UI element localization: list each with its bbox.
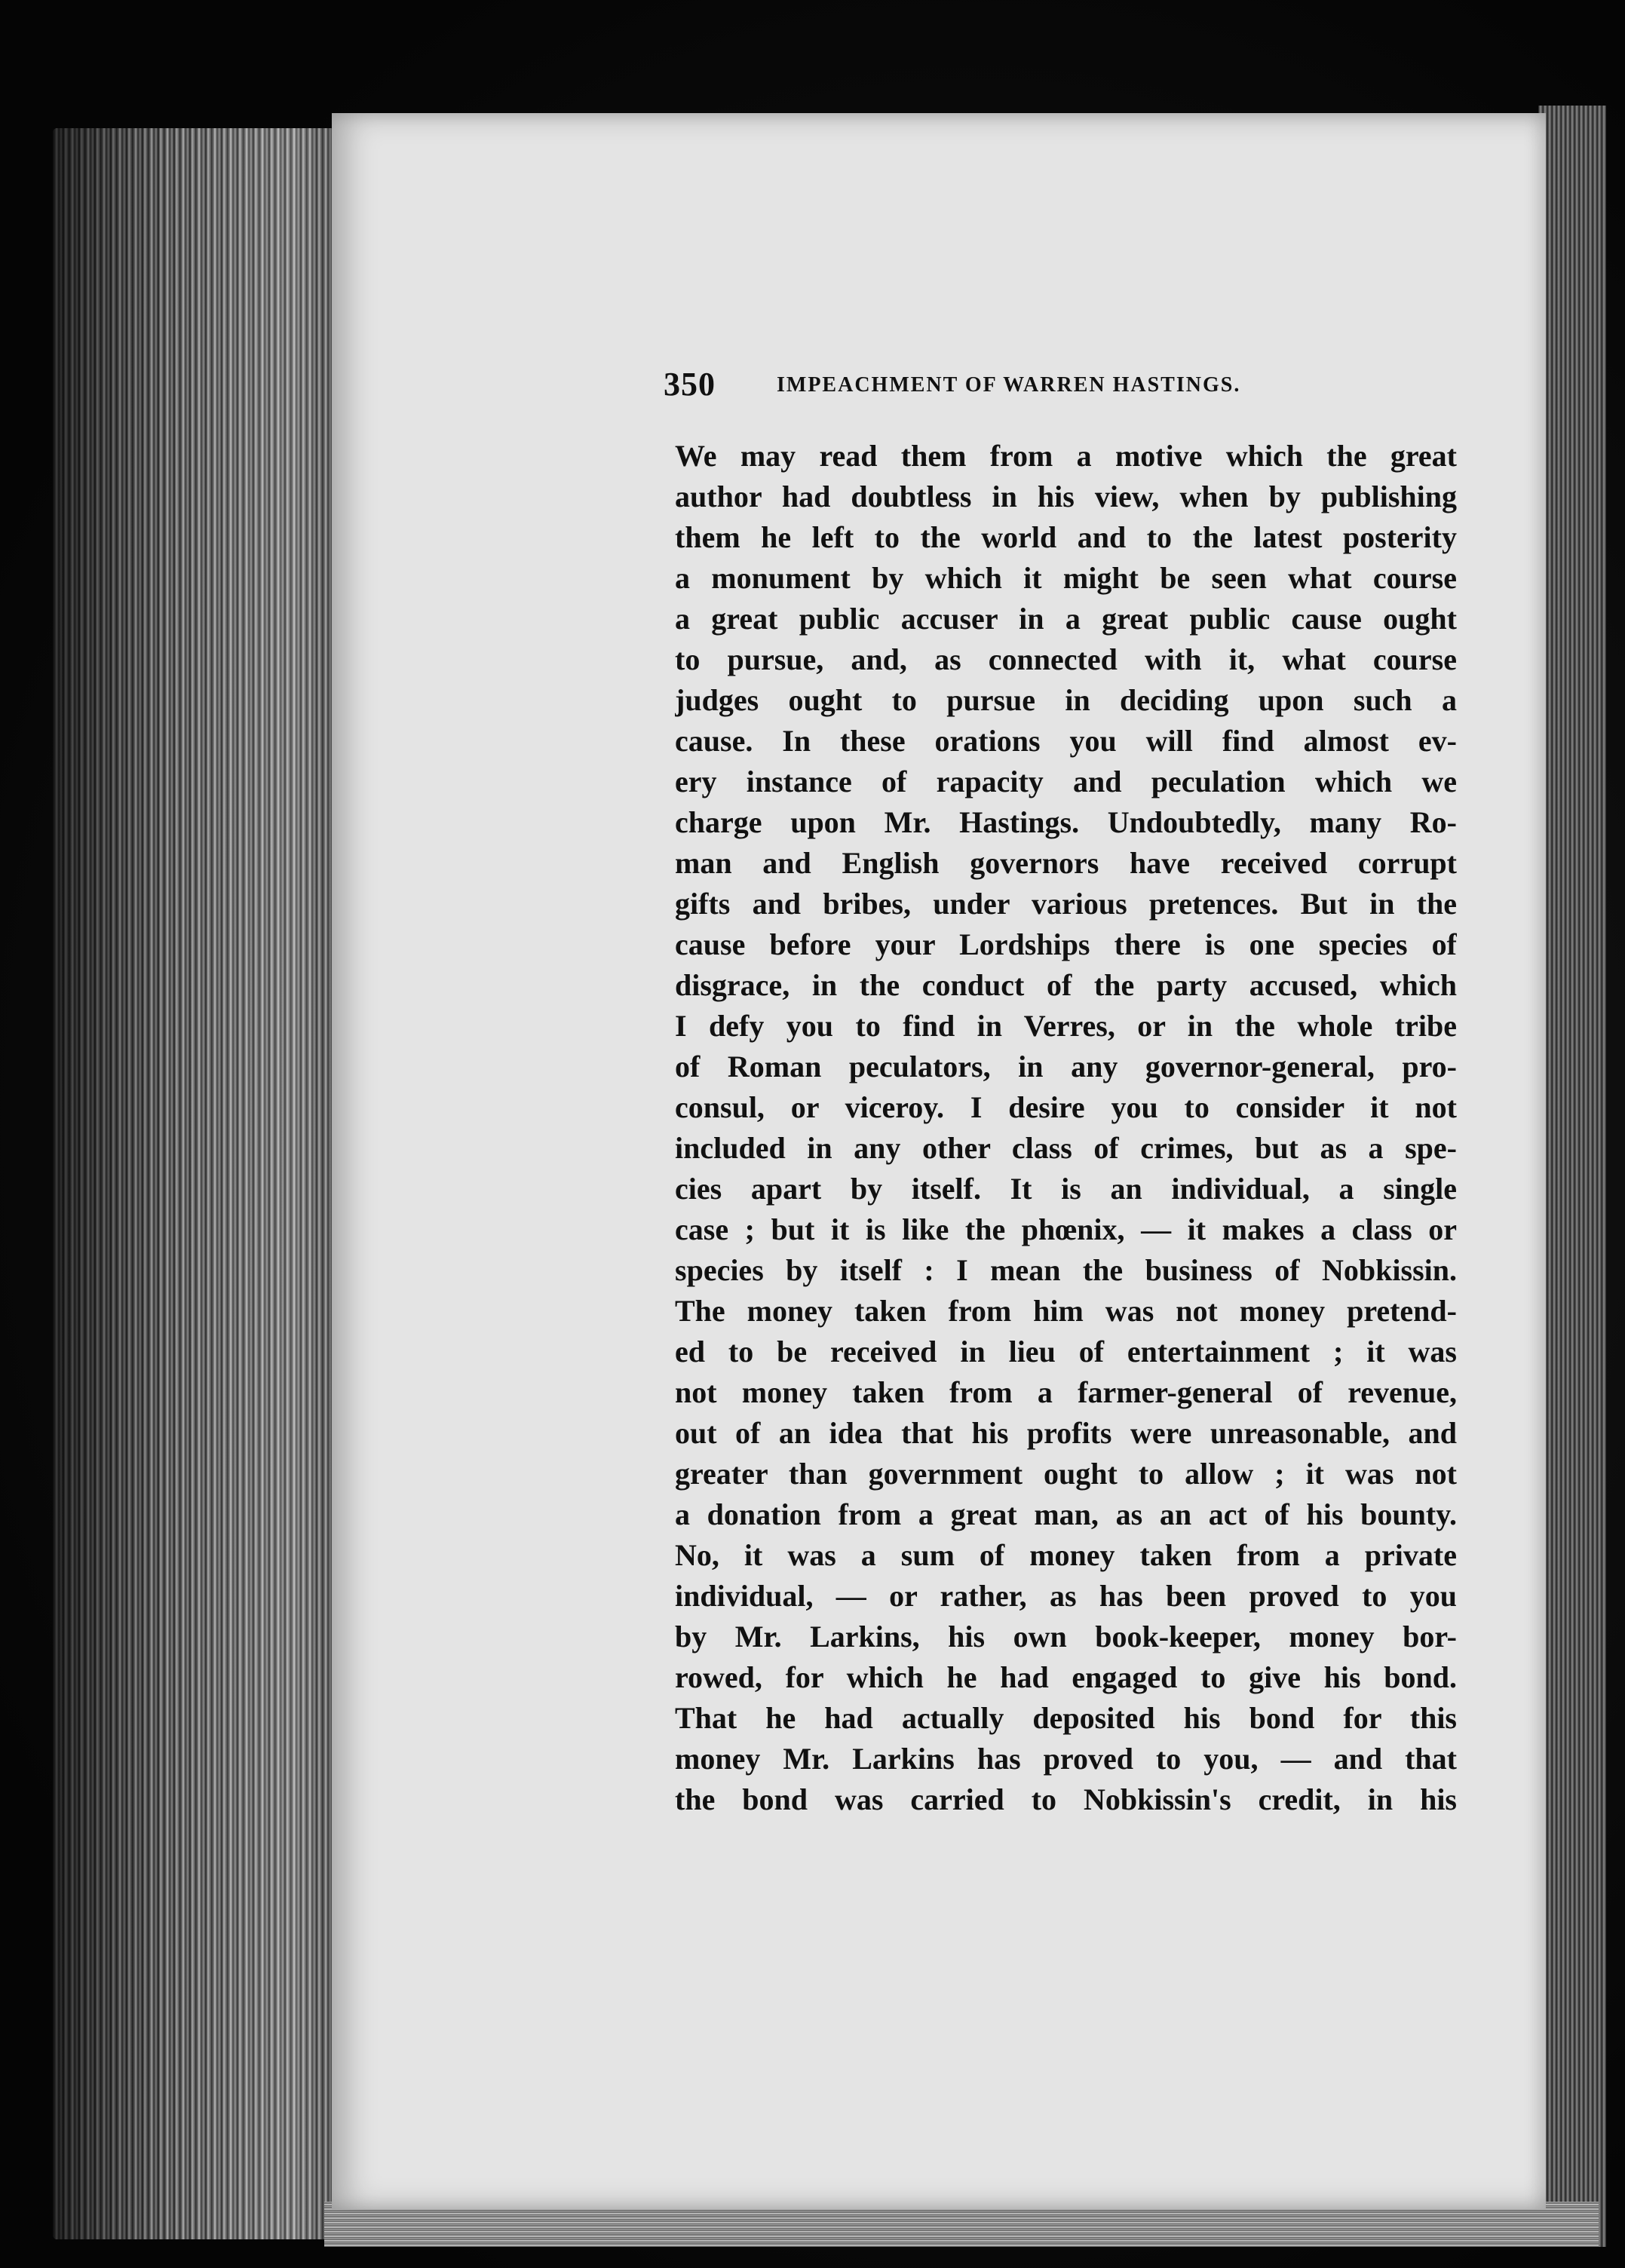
text-line: a donation from a great man, as an act of his bounty. (675, 1497, 1457, 1531)
text-line: case ; but it is like the phœnix, — it makes a class or (675, 1212, 1457, 1246)
running-title: IMPEACHMENT OF WARREN HASTINGS. (777, 373, 1241, 397)
text-line: a monument by which it might be seen what course (675, 561, 1457, 595)
text-line: greater than government ought to allow ; it was not (675, 1457, 1457, 1491)
page-number: 350 (664, 366, 716, 403)
text-line: the bond was carried to Nobkissin's credit, in his (675, 1782, 1457, 1816)
text-line: out of an idea that his profits were unreasonable, and (675, 1416, 1457, 1450)
text-line: of Roman peculators, in any governor-general, pro- (675, 1050, 1457, 1083)
fore-edge-shading (53, 128, 339, 2239)
text-line: a great public accuser in a great public cause ought (675, 602, 1457, 636)
text-line: That he had actually deposited his bond for this (675, 1701, 1457, 1735)
text-line: man and English governors have received corrupt (675, 846, 1457, 880)
text-line: author had doubtless in his view, when by publishing (675, 480, 1457, 513)
text-line: cause. In these orations you will find almost ev- (675, 724, 1457, 758)
text-line: ed to be received in lieu of entertainment ; it was (675, 1335, 1457, 1368)
text-line: species by itself : I mean the business of Nobkissin. (675, 1253, 1457, 1287)
text-line: cies apart by itself. It is an individual, a single (675, 1172, 1457, 1206)
text-line: not money taken from a farmer-general of revenue, (675, 1375, 1457, 1409)
book-right-edge (1538, 106, 1606, 2247)
body-text (675, 436, 1457, 1820)
text-line: judges ought to pursue in deciding upon such a (675, 683, 1457, 717)
text-line: ery instance of rapacity and peculation which we (675, 765, 1457, 798)
text-line: disgrace, in the conduct of the party accused, which (675, 968, 1457, 1002)
text-line: charge upon Mr. Hastings. Undoubtedly, many Ro- (675, 805, 1457, 839)
text-line: included in any other class of crimes, but as a spe- (675, 1131, 1457, 1165)
text-line: individual, — or rather, as has been proved to you (675, 1579, 1457, 1613)
running-head (664, 362, 1455, 407)
text-line: I defy you to find in Verres, or in the whole tribe (675, 1009, 1457, 1043)
text-line: rowed, for which he had engaged to give his bond. (675, 1660, 1457, 1694)
text-line: money Mr. Larkins has proved to you, — and that (675, 1742, 1457, 1776)
text-line: cause before your Lordships there is one species of (675, 927, 1457, 961)
text-line: them he left to the world and to the latest posterity (675, 520, 1457, 554)
text-line: No, it was a sum of money taken from a private (675, 1538, 1457, 1572)
text-line: gifts and bribes, under various pretences. But in the (675, 887, 1457, 921)
text-line: to pursue, and, as connected with it, what course (675, 642, 1457, 676)
text-line: We may read them from a motive which the great (675, 439, 1457, 473)
text-line: The money taken from him was not money pretend- (675, 1294, 1457, 1328)
text-line: by Mr. Larkins, his own book-keeper, money bor- (675, 1620, 1457, 1653)
text-line: consul, or viceroy. I desire you to consider it not (675, 1090, 1457, 1124)
